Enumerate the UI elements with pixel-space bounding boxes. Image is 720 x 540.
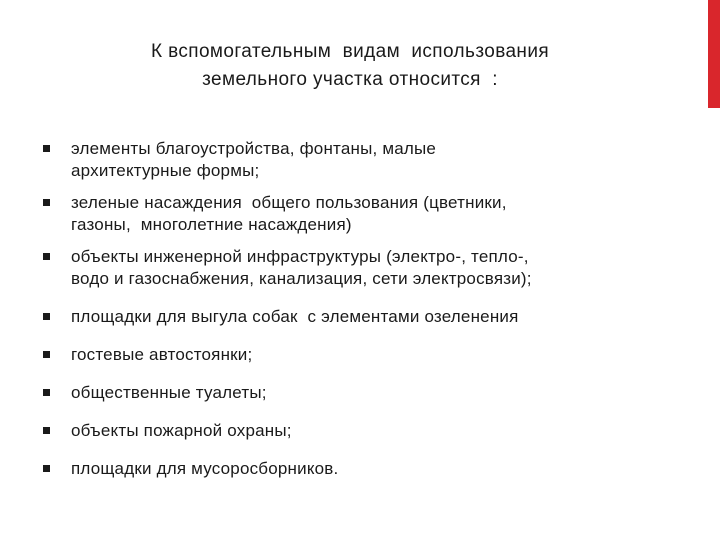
bullet-line: общественные туалеты;	[71, 383, 267, 402]
square-bullet-icon	[43, 253, 50, 260]
list-item	[43, 420, 663, 442]
square-bullet-icon	[43, 145, 50, 152]
list-item	[43, 344, 663, 366]
square-bullet-icon	[43, 313, 50, 320]
square-bullet-icon	[43, 351, 50, 358]
title-line: К вспомогательным видам использования	[150, 41, 550, 62]
bullet-line: газоны, многолетние насаждения)	[71, 215, 352, 234]
list-item	[43, 138, 663, 182]
slide-title	[70, 38, 630, 94]
bullet-line: объекты пожарной охраны;	[71, 421, 292, 440]
square-bullet-icon	[43, 199, 50, 206]
bullet-line: водо и газоснабжения, канализация, сети электросвязи);	[71, 269, 532, 288]
bullet-line: гостевые автостоянки;	[71, 345, 253, 364]
list-item	[43, 458, 663, 480]
bullet-list	[43, 133, 663, 480]
square-bullet-icon	[43, 427, 50, 434]
bullet-line: площадки для мусоросборников.	[71, 459, 339, 478]
title-line: земельного участка относится :	[202, 69, 498, 90]
list-item	[43, 192, 663, 236]
square-bullet-icon	[43, 389, 50, 396]
accent-bar	[708, 0, 720, 108]
bullet-line: площадки для выгула собак с элементами озеленения	[71, 307, 519, 326]
list-item	[43, 382, 663, 404]
list-item	[43, 306, 663, 328]
square-bullet-icon	[43, 465, 50, 472]
bullet-line: зеленые насаждения общего пользования (цветники,	[71, 193, 507, 212]
bullet-line: элементы благоустройства, фонтаны, малые	[71, 139, 437, 158]
bullet-line: объекты инженерной инфраструктуры (электро-, тепло-,	[71, 247, 529, 266]
list-item	[43, 246, 663, 290]
bullet-line: архитектурные формы;	[71, 161, 260, 180]
